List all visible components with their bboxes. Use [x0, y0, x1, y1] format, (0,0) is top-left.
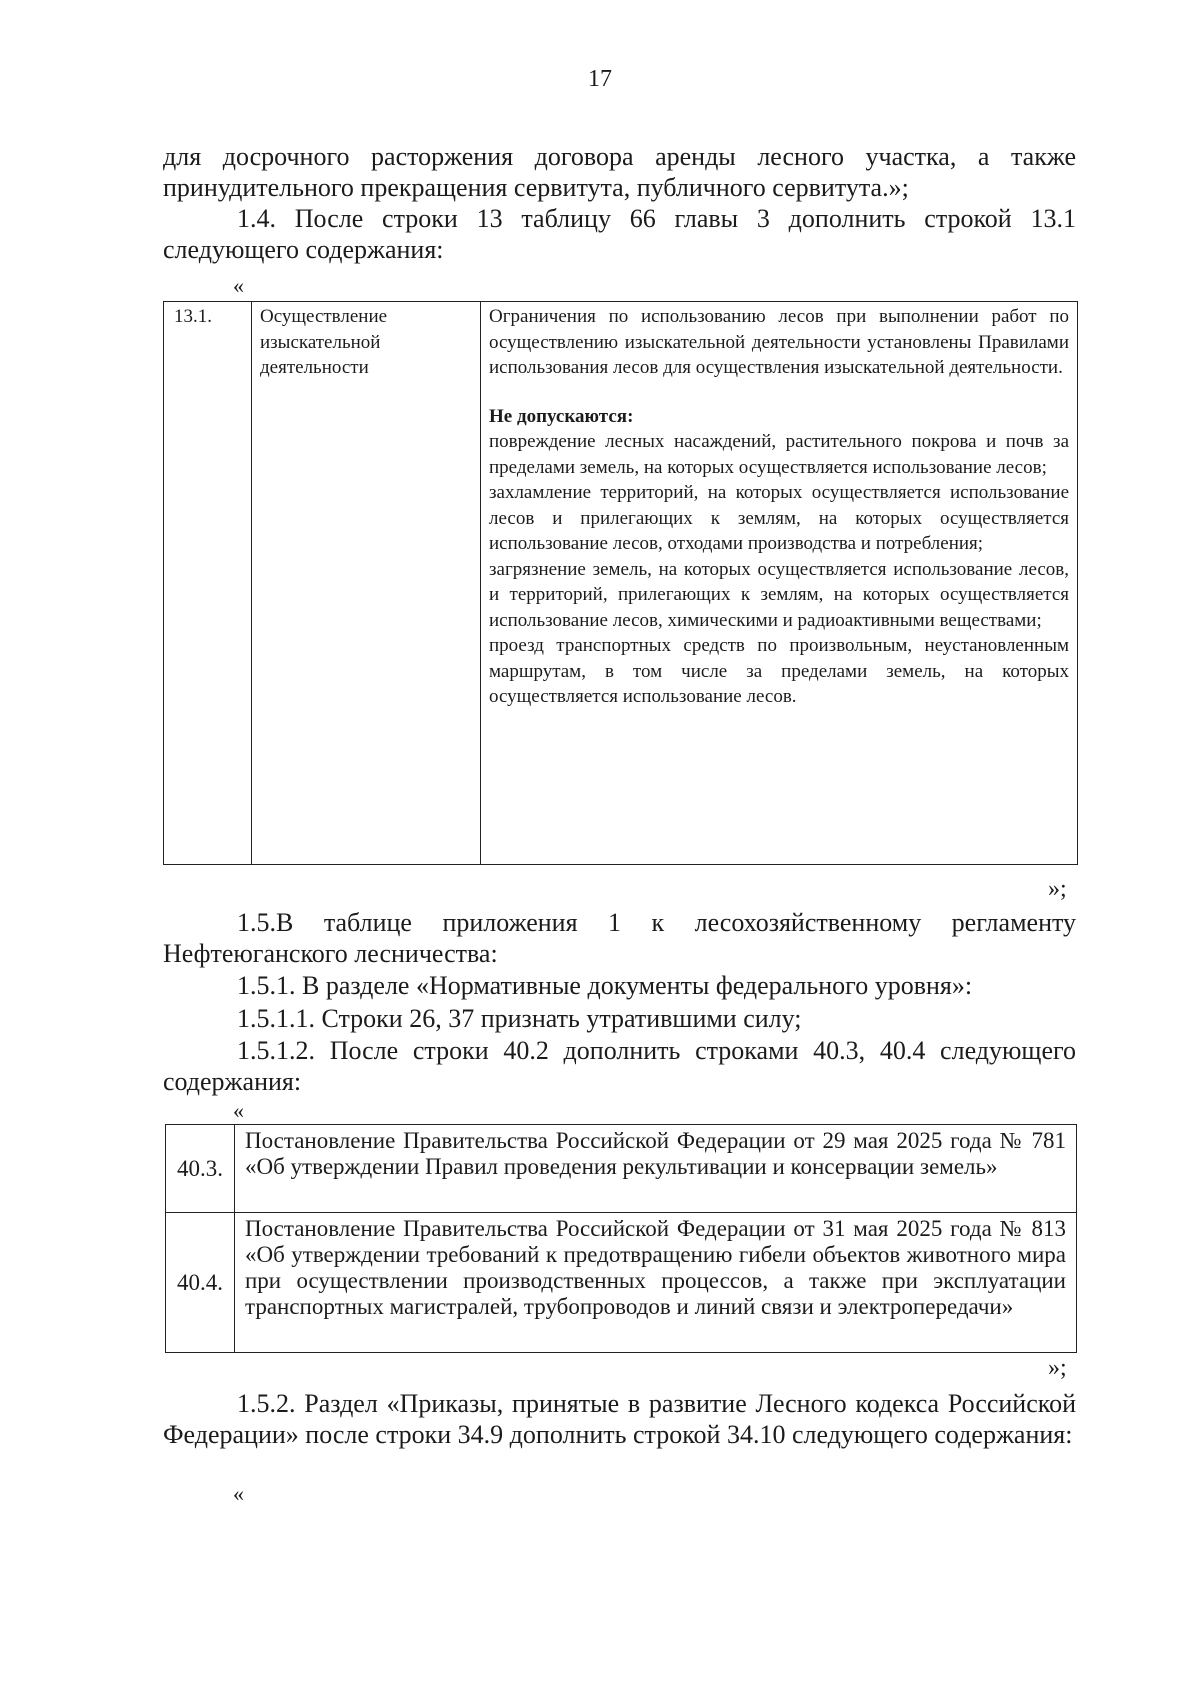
page-number: 17: [588, 66, 612, 92]
prohibitions-heading: Не допускаются:: [489, 405, 634, 427]
regulation-text: Постановление Правительства Российской Федерации от 31 мая 2025 года № 813 «Об утверждении требований к предотвращению гибели объектов животного мира при осуществлении производственных процессов, а также при эксплуатации транспортных магистралей, трубопроводов и линий связи и электропередачи»: [235, 1213, 1077, 1353]
item-1-5-2: 1.5.2. Раздел «Приказы, принятые в развитие Лесного кодекса Российской Федерации» после строки 34.9 дополнить строкой 34.10 следующего содержания:: [163, 1389, 1076, 1449]
restrictions-intro: Ограничения по использованию лесов при выполнении работ по осуществлению изыскательной деятельности установлены Правилами использования лесов для осуществления изыскательной деятельности.: [489, 306, 1069, 378]
item-1-5-1-1: 1.5.1.1. Строки 26, 37 признать утратившими силу;: [237, 1004, 802, 1033]
row-number: 13.1.: [164, 302, 252, 865]
continuation-paragraph: для досрочного расторжения договора аренды лесного участка, а также принудительного прекращения сервитута, публичного сервитута.»;: [163, 142, 1076, 202]
restrictions-cell: [481, 302, 1078, 865]
quote-open-3: «: [233, 1481, 244, 1506]
regulations-table: [165, 1124, 1077, 1353]
table-row-13-1: [163, 301, 1078, 865]
regulation-text: Постановление Правительства Российской Федерации от 29 мая 2025 года № 781 «Об утверждении Правил проведения рекультивации и консервации земель»: [235, 1125, 1077, 1213]
prohibition-item-4: проезд транспортных средств по произвольным, неустановленным маршрутам, в том числе за пределами земель, на которых осуществляется использование лесов.: [489, 635, 1069, 707]
row-number: 40.3.: [166, 1125, 235, 1213]
spacer: [489, 381, 1069, 404]
activity-name: Осуществление изыскательной деятельности: [252, 302, 481, 865]
prohibition-item-2: захламление территорий, на которых осуществляется использование лесов и прилегающих к землям, на которых осуществляется использование лесов, отходами производства и потребления;: [489, 482, 1069, 554]
prohibition-item-1: повреждение лесных насаждений, растительного покрова и почв за пределами земель, на которых осуществляется использование лесов;: [489, 431, 1069, 478]
item-1-4: 1.4. После строки 13 таблицу 66 главы 3 дополнить строкой 13.1 следующего содержания:: [163, 204, 1076, 264]
table-row: [166, 1213, 1077, 1353]
prohibition-item-3: загрязнение земель, на которых осуществляется использование лесов, и территорий, прилегающих к землям, на которых осуществляется использование лесов, химическими и радиоактивными веществами;: [489, 558, 1069, 631]
table-row: [164, 302, 1078, 865]
item-1-5-1: 1.5.1. В разделе «Нормативные документы федерального уровня»:: [237, 971, 973, 1000]
row-number: 40.4.: [166, 1213, 235, 1353]
quote-open-2: «: [233, 1098, 244, 1123]
table-row: [166, 1125, 1077, 1213]
item-1-5: 1.5.В таблице приложения 1 к лесохозяйственному регламенту Нефтеюганского лесничества:: [163, 908, 1076, 968]
quote-open-1: «: [233, 273, 244, 298]
item-1-5-1-2: 1.5.1.2. После строки 40.2 дополнить строками 40.3, 40.4 следующего содержания:: [163, 1036, 1076, 1096]
quote-close-2: »;: [1048, 1355, 1067, 1381]
quote-close-1: »;: [1048, 876, 1067, 902]
